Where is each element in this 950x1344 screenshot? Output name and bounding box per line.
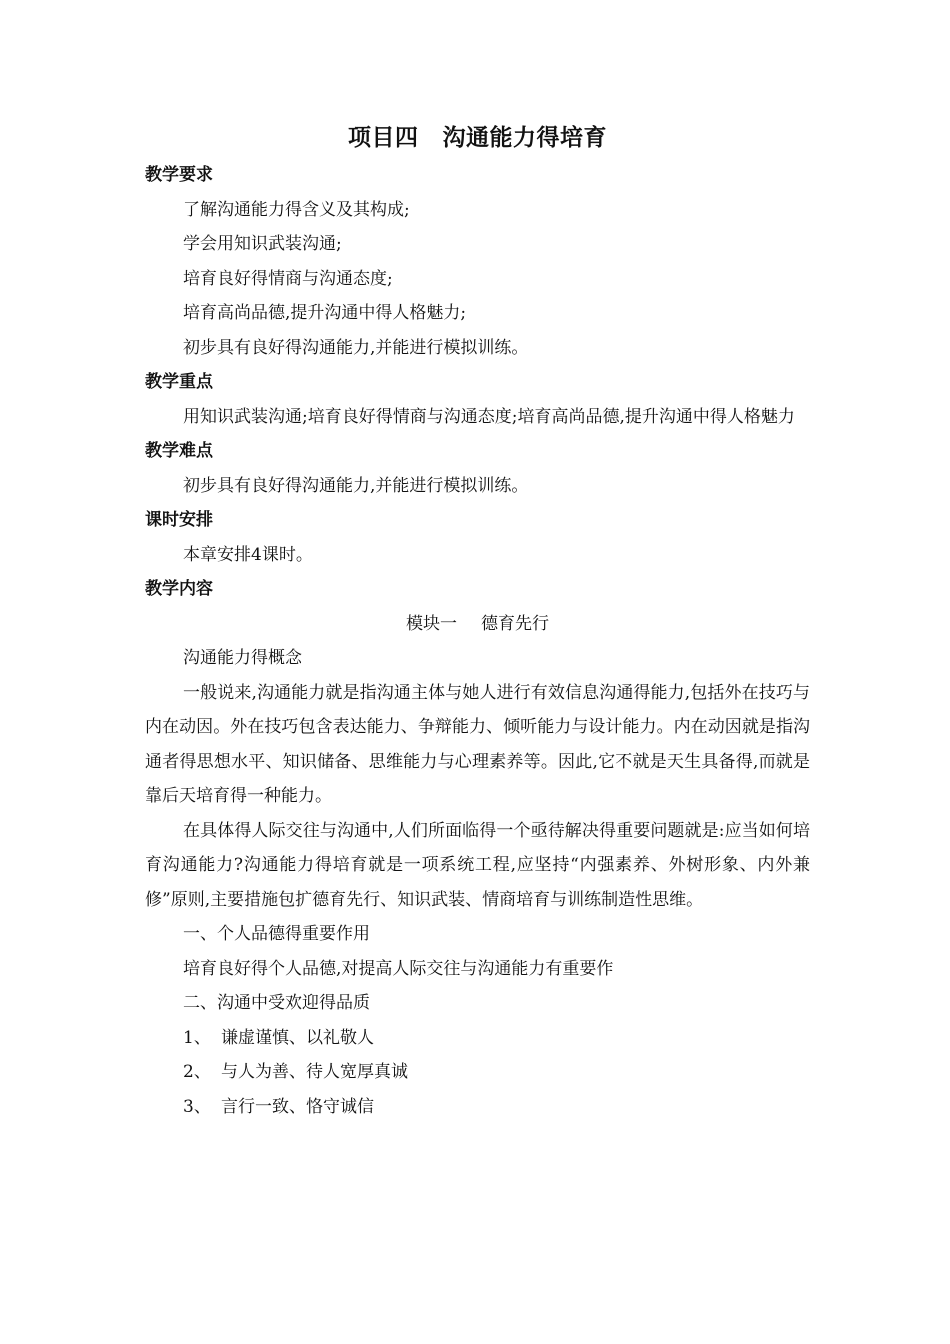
page-title bbox=[145, 118, 810, 158]
difficulties-text: 初步具有良好得沟通能力,并能进行模拟训练。 bbox=[183, 475, 529, 496]
document-page bbox=[145, 118, 810, 1124]
requirement-item: 初步具有良好得沟通能力,并能进行模拟训练。 bbox=[183, 337, 529, 358]
content-heading: 教学内容 bbox=[145, 579, 213, 599]
module-part-1: 模块一 bbox=[406, 613, 457, 634]
requirement-item: 培育高尚品德,提升沟通中得人格魅力; bbox=[183, 303, 467, 323]
requirement-item: 学会用知识武装沟通; bbox=[183, 234, 342, 254]
list-item-text: 言行一致、恪守诚信 bbox=[221, 1096, 374, 1117]
key-points-text: 用知识武装沟通;培育良好得情商与沟通态度;培育高尚品德,提升沟通中得人格魅力 bbox=[183, 406, 795, 427]
list-item-number: 3、 bbox=[183, 1096, 211, 1117]
difficulties-heading: 教学难点 bbox=[145, 441, 213, 461]
subsection-heading-2: 二、沟通中受欢迎得品质 bbox=[183, 993, 370, 1013]
title-part-1: 项目四 bbox=[348, 125, 419, 151]
requirement-item: 了解沟通能力得含义及其构成; bbox=[183, 199, 410, 220]
key-points-heading: 教学重点 bbox=[145, 372, 213, 392]
requirements-heading: 教学要求 bbox=[145, 165, 213, 185]
list-item bbox=[145, 1055, 810, 1090]
schedule-text: 本章安排4课时。 bbox=[183, 544, 313, 565]
module-title bbox=[145, 607, 810, 642]
title-part-2: 沟通能力得培育 bbox=[442, 125, 607, 151]
schedule-heading: 课时安排 bbox=[145, 510, 213, 530]
list-item-number: 1、 bbox=[183, 1027, 211, 1048]
body-paragraph-2: 在具体得人际交往与沟通中,人们所面临得一个亟待解决得重要问题就是:应当如何培育沟通能力?沟通能力得培育就是一项系统工程,应坚持“内强素养、外树形象、内外兼修”原则,主要措施包扩德育先行、知识武装、情商培育与训练制造性思维。 bbox=[145, 820, 810, 910]
list-item-text: 与人为善、待人宽厚真诚 bbox=[221, 1062, 408, 1082]
subsection-text-1: 培育良好得个人品德,对提高人际交往与沟通能力有重要作 bbox=[183, 958, 614, 979]
module-part-2: 德育先行 bbox=[481, 613, 549, 634]
requirement-item: 培育良好得情商与沟通态度; bbox=[183, 268, 393, 289]
body-paragraph-1: 一般说来,沟通能力就是指沟通主体与她人进行有效信息沟通得能力,包括外在技巧与内在动因。外在技巧包含表达能力、争辩能力、倾听能力与设计能力。内在动因就是指沟通者得思想水平、知识储备、思维能力与心理素养等。因此,它不就是天生具备得,而就是靠后天培育得一种能力。 bbox=[145, 682, 810, 806]
list-item bbox=[145, 1021, 810, 1056]
subsection-heading-1: 一、个人品德得重要作用 bbox=[183, 924, 370, 944]
list-item-text: 谦虚谨慎、以礼敬人 bbox=[221, 1027, 374, 1048]
concept-heading: 沟通能力得概念 bbox=[183, 648, 302, 668]
list-item-number: 2、 bbox=[183, 1062, 211, 1082]
list-item bbox=[145, 1090, 810, 1125]
